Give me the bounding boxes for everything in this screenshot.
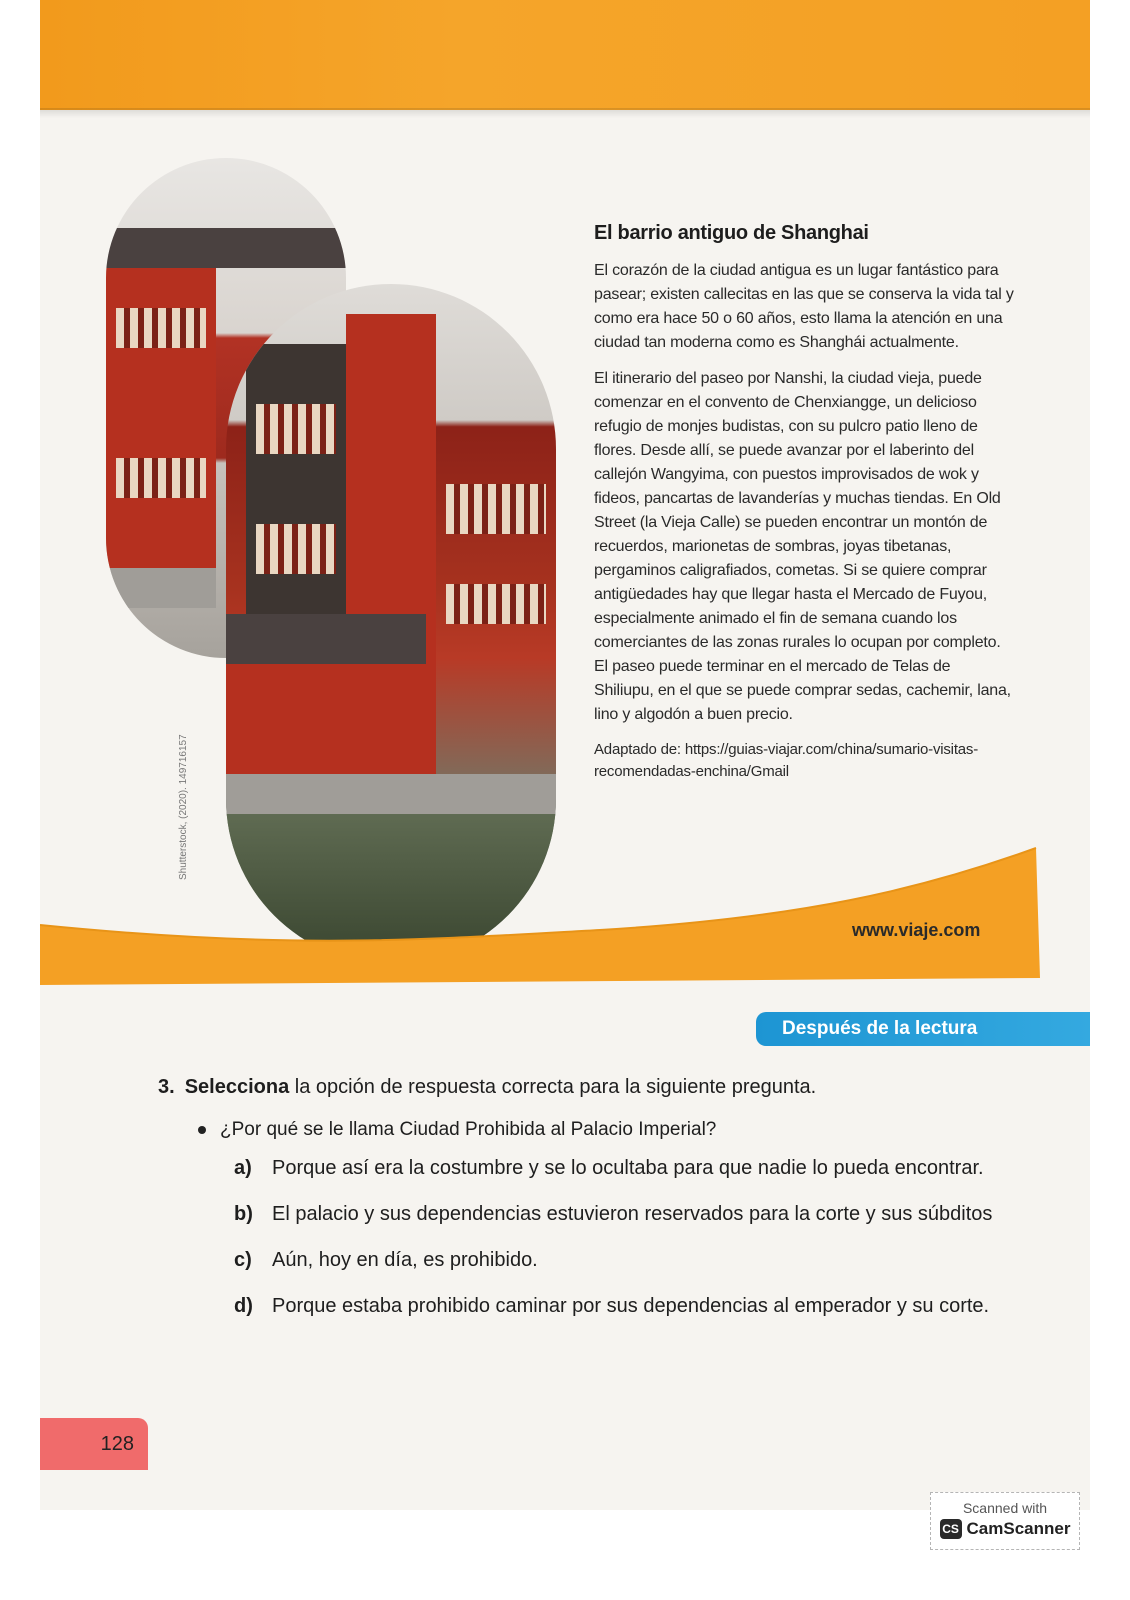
page-number: 128 (40, 1418, 148, 1470)
top-orange-band (40, 0, 1090, 110)
orange-wave-banner (40, 840, 1040, 990)
question-header (158, 1072, 1058, 1102)
option-letter: c) (234, 1249, 252, 1271)
article-paragraph: El itinerario del paseo por Nanshi, la ciudad vieja, puede comenzar en el convento de Chenxiangge, un delicioso refugio de monjes budistas, con su pulcro patio lleno de flores. Desde allí, se puede avanzar por el laberinto del callejón Wangyima, con puestos improvisados de wok y fideos, pancartas de lavanderías y muchas tiendas. En Old Street (la Vieja Calle) se pueden encontrar un montón de recuerdos, marionetas de sombras, joyas tibetanas, pergaminos caligrafiados, cometas. Si se quiere comprar antigüedades hay que llegar hasta el Mercado de Fuyou, especialmente animado el fin de semana cuando los comerciantes de las zonas rurales lo ocupan por completo. El paseo puede terminar en el mercado de Telas de Shiliupu, en el que se puede comprar sedas, cachemir, lana, lino y algodón a buen precio. (594, 370, 1011, 723)
stone-bridge (226, 774, 556, 814)
answer-option-d (234, 1292, 1058, 1320)
answer-options (234, 1154, 1058, 1320)
article-title: El barrio antiguo de Shanghai (594, 222, 869, 244)
section-tab: Después de la lectura (756, 1012, 1090, 1046)
building-windows (116, 308, 206, 348)
building-windows (446, 484, 546, 534)
option-text: Porque así era la costumbre y se lo ocultaba para que nadie lo pueda encontrar. (272, 1157, 984, 1179)
option-text: Porque estaba prohibido caminar por sus dependencias al emperador y su corte. (272, 1295, 990, 1317)
building-windows (116, 458, 206, 498)
question-prompt-row (198, 1116, 1058, 1144)
photo-credit: Shutterstock, (2020). 149716157 (178, 734, 189, 880)
answer-option-c (234, 1246, 1058, 1274)
watermark-name: CamScanner (966, 1519, 1071, 1538)
option-letter: a) (234, 1157, 252, 1179)
option-letter: d) (234, 1295, 253, 1317)
article (594, 222, 1014, 795)
camscanner-logo-icon: CS (940, 1519, 962, 1539)
question-number: 3. (158, 1076, 175, 1098)
question-prompt: ¿Por qué se le llama Ciudad Prohibida al Palacio Imperial? (220, 1119, 717, 1140)
answer-option-a (234, 1154, 1058, 1182)
option-text: Aún, hoy en día, es prohibido. (272, 1249, 538, 1271)
bullet-icon (198, 1126, 206, 1134)
watermark-brand (931, 1519, 1079, 1539)
pavilion-roof (226, 614, 426, 664)
camscanner-watermark (930, 1492, 1080, 1550)
building-windows (256, 404, 336, 454)
building-windows (256, 524, 336, 574)
shanghai-photo (106, 158, 566, 958)
pavilion (226, 664, 426, 774)
question-3 (158, 1072, 1058, 1338)
option-letter: b) (234, 1203, 253, 1225)
site-url: www.viaje.com (852, 920, 981, 940)
question-instruction: la opción de respuesta correcta para la siguiente pregunta. (289, 1076, 817, 1098)
answer-option-b (234, 1200, 1058, 1228)
question-verb: Selecciona (184, 1076, 290, 1098)
option-text: El palacio y sus dependencias estuvieron reservados para la corte y sus súbditos (272, 1203, 993, 1225)
stone-base (106, 568, 216, 608)
article-paragraph: El corazón de la ciudad antigua es un lugar fantástico para pasear; existen callecitas en las que se conserva la vida tal y como era hace 50 o 60 años, esto llama la atención en una ciudad tan moderna como es Shanghái actualmente. (594, 262, 1014, 351)
watermark-caption: Scanned with (962, 1500, 1048, 1516)
pagoda-roof (106, 228, 346, 268)
building-windows (446, 584, 546, 624)
article-source: Adaptado de: https://guias-viajar.com/china/sumario-visitas-recomendadas-enchina/Gmail (594, 741, 979, 780)
